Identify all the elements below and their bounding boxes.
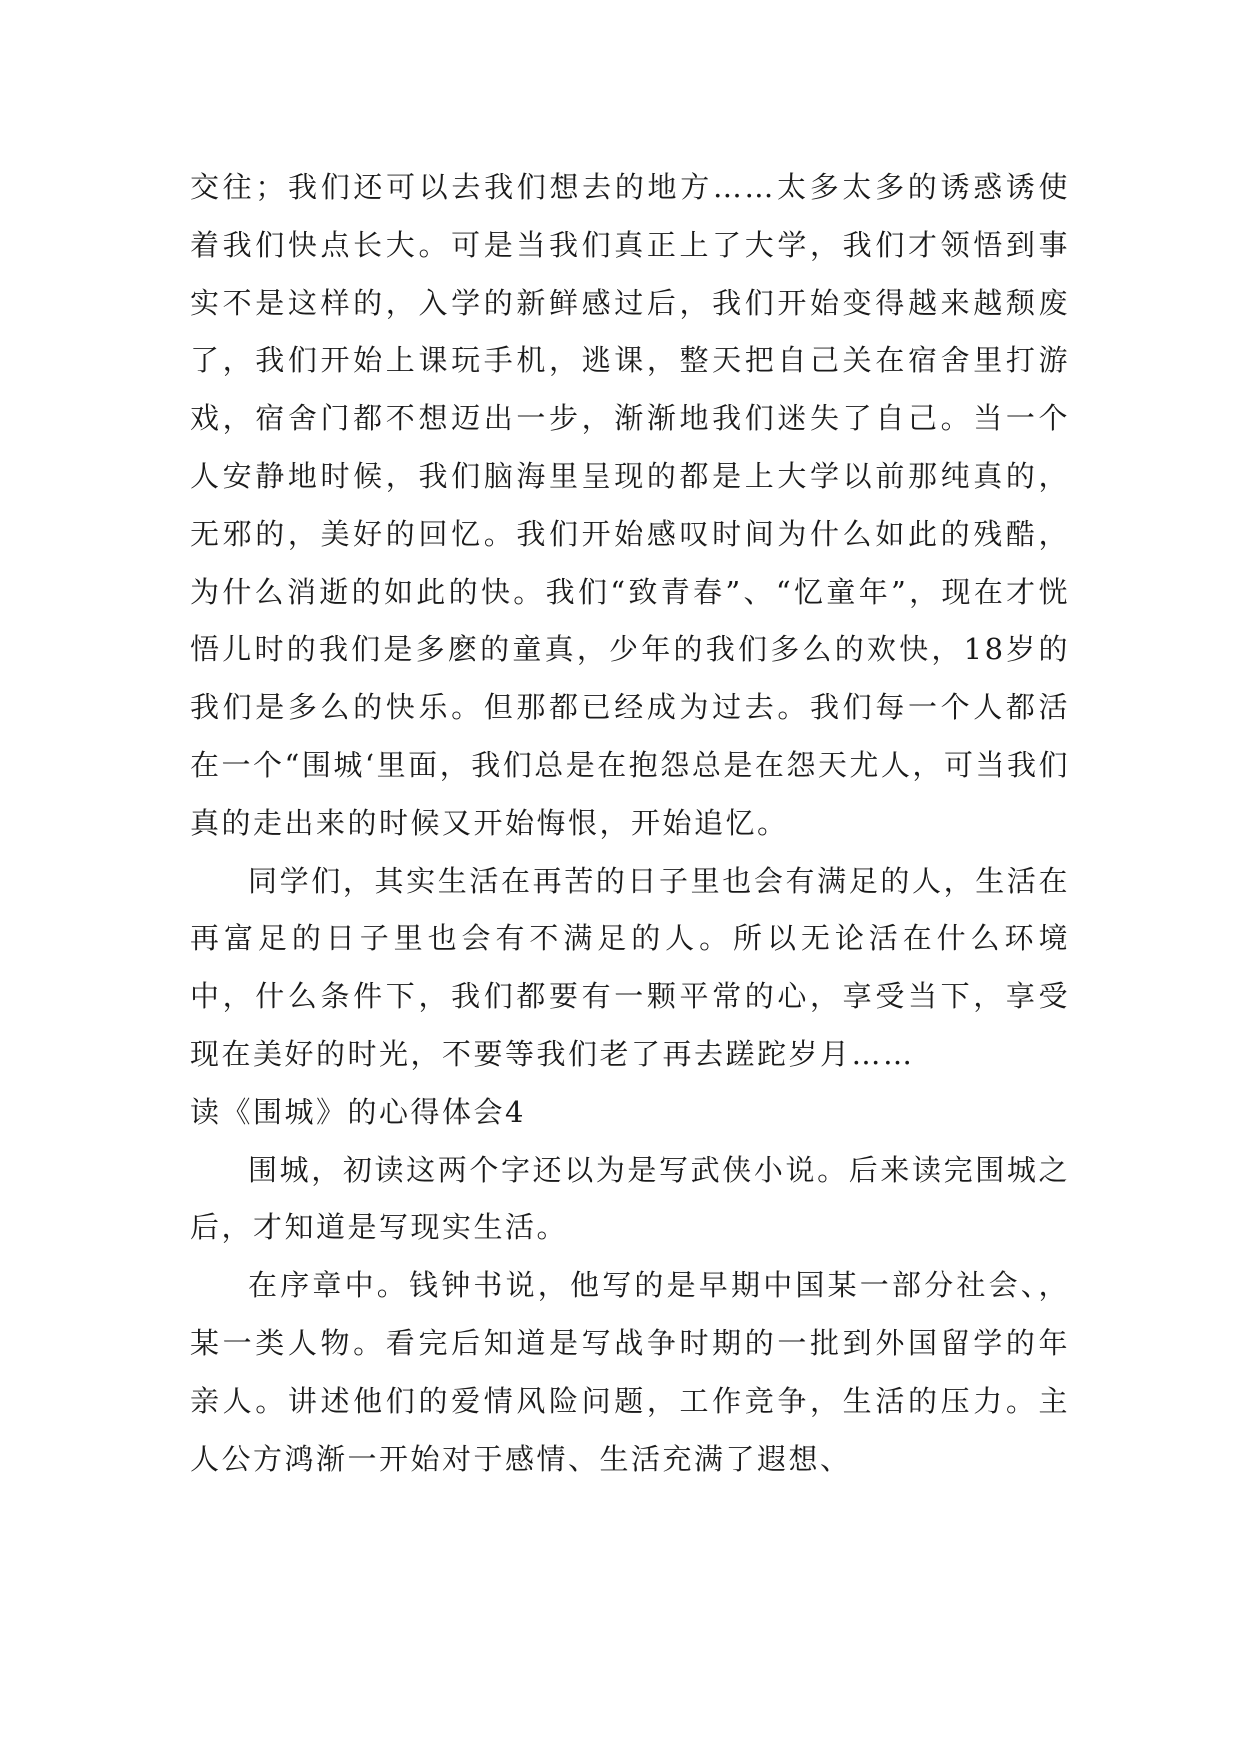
paragraph-2: 同学们，其实生活在再苦的日子里也会有满足的人，生活在再富足的日子里也会有不满足的人。所以无论活在什么环境中，什么条件下，我们都要有一颗平常的心，享受当下，享受现在美好的时光，不要等我们老了再去蹉跎岁月…… (190, 863, 1070, 1071)
paragraph-1: 交往；我们还可以去我们想去的地方……太多太多的诱惑诱使着我们快点长大。可是当我们真正上了大学，我们才领悟到事实不是这样的，入学的新鲜感过后，我们开始变得越来越颓废了，我们开始上课玩手机，逃课，整天把自己关在宿舍里打游戏，宿舍门都不想迈出一步，渐渐地我们迷失了自己。当一个人安静地时候，我们脑海里呈现的都是上大学以前那纯真的，无邪的，美好的回忆。我们开始感叹时间为什么如此的残酷，为什么消逝的如此的快。我们“致青春”、“忆童年”，现在才恍悟儿时的我们是多麽的童真，少年的我们多么的欢快，18岁的我们是多么的快乐。但那都已经成为过去。我们每一个人都活在一个“围城‘里面，我们总是在抱怨总是在怨天尤人，可当我们真的走出来的时候又开始悔恨，开始追忆。 (190, 170, 1070, 840)
section-title: 读《围城》的心得体会4 (190, 1094, 526, 1129)
paragraph-4: 在序章中。钱钟书说，他写的是早期中国某一部分社会、，某一类人物。看完后知道是写战争时期的一批到外国留学的年亲人。讲述他们的爱情风险问题，工作竞争，生活的压力。主人公方鸿渐一开始对于感情、生活充满了遐想、 (190, 1268, 1070, 1476)
document-body (190, 159, 1070, 1488)
paragraph-3: 围城，初读这两个字还以为是写武侠小说。后来读完围城之后，才知道是写现实生活。 (190, 1152, 1070, 1245)
